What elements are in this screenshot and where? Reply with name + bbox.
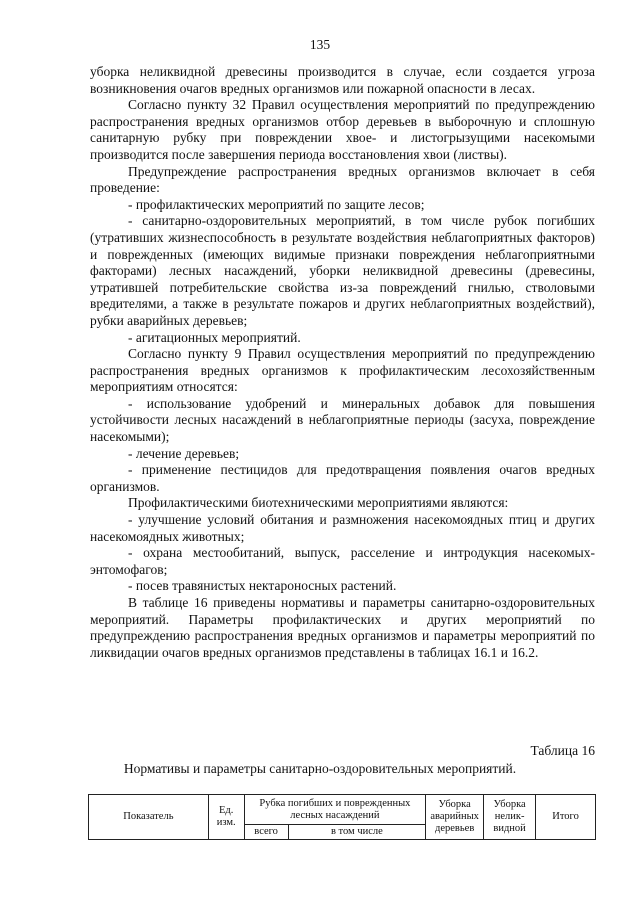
col-felling-incl: в том числе	[288, 825, 426, 840]
col-felling-total: всего	[244, 825, 288, 840]
paragraph: Предупреждение распространения вредных организмов включает в себя проведение:	[90, 163, 595, 196]
paragraph: - лечение деревьев;	[128, 445, 240, 461]
col-indicator: Показатель	[89, 795, 209, 840]
paragraph: - использование удобрений и минеральных добавок для повышения устойчивости лесных насаждений в неблагоприятные периоды (засуха, повреждение насекомыми);	[90, 395, 595, 445]
col-felling: Рубка погибших и поврежденных лесных насаждений	[244, 795, 426, 825]
table-label: Таблица 16	[530, 743, 595, 758]
table-title: Нормативы и параметры санитарно-оздоровительных мероприятий.	[123, 761, 517, 776]
paragraph: - посев травянистых нектароносных растений.	[128, 578, 397, 594]
col-emergency: Уборка аварийных деревьев	[426, 795, 484, 840]
col-illiquid: Уборка нелик-видной	[484, 795, 536, 840]
paragraph: - агитационных мероприятий.	[128, 329, 301, 345]
paragraph: Согласно пункту 32 Правил осуществления мероприятий по предупреждению распространения вредных организмов отбор деревьев в выборочную и сплошную санитарную рубку при повреждении хвое- и листогрызущими насекомыми производится после завершения периода восстановления хвои (листвы).	[90, 97, 595, 162]
body-text	[90, 64, 595, 661]
col-total: Итого	[536, 795, 596, 840]
paragraph: Профилактическими биотехническими мероприятиями являются:	[128, 495, 509, 511]
paragraph: - улучшение условий обитания и размножения насекомоядных птиц и других насекомоядных животных;	[90, 512, 595, 544]
paragraph: уборка неликвидной древесины производится в случае, если создается угроза возникновения очагов вредных организмов или пожарной опасности в лесах.	[90, 64, 595, 96]
norms-table	[88, 794, 596, 840]
page-number: 135	[309, 37, 331, 52]
paragraph: - профилактических мероприятий по защите лесов;	[128, 196, 425, 212]
col-unit: Ед. изм.	[208, 795, 244, 840]
paragraph: - санитарно-оздоровительных мероприятий, в том числе рубок погибших (утративших жизнеспособность в результате воздействия неблагоприятных факторов) и поврежденных (имеющих видимые признаки повреждения неблагоприятными факторами) лесных насаждений, уборки неликвидной древесины (древесины, утратившей потребительские свойства из-за повреждений гнилью, стволовыми вредителями, а также в результате пожаров и других неблагоприятных воздействий), рубки аварийных деревьев;	[90, 213, 595, 328]
paragraph: - применение пестицидов для предотвращения появления очагов вредных организмов.	[90, 462, 595, 494]
paragraph: В таблице 16 приведены нормативы и параметры санитарно-оздоровительных мероприятий. Параметры профилактических и других мероприятий по предупреждению распространения вредных организмов и параметры мероприятий по ликвидации очагов вредных организмов представлены в таблицах 16.1 и 16.2.	[90, 595, 595, 660]
paragraph: - охрана местообитаний, выпуск, расселение и интродукция насекомых-энтомофагов;	[90, 545, 595, 577]
paragraph: Согласно пункту 9 Правил осуществления мероприятий по предупреждению распространения вредных организмов к профилактическим лесохозяйственным мероприятиям относятся:	[90, 346, 595, 395]
